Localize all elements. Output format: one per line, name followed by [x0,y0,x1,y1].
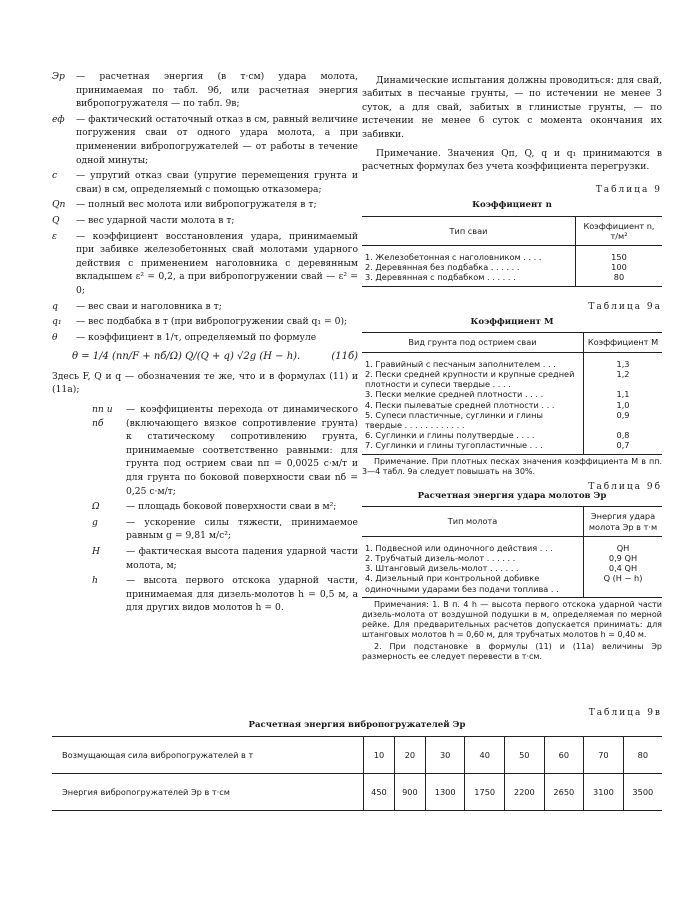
table-9a-cell-name: 2. Пески средней крупности и крупные средней плотности и супеси твердые . . . . [365,368,575,390]
table-9a-row [362,389,662,399]
table-9-cell-value: 80 [576,272,663,286]
table-9a-row [362,430,662,440]
definition-symbol: Qп [52,199,66,211]
definition-symbol: θ [52,331,58,343]
table-9a-cell-value: 0,7 [584,440,663,454]
table-9v-force-cell: 20 [394,737,425,774]
table-9 [362,216,662,287]
table-9a-cell-name: 7. Суглинки и глины тугопластичные . . . [362,440,584,454]
table-9v-energy-cell: 1300 [425,774,465,811]
table-9-row [362,272,662,286]
table-9v-force-cell: 50 [505,737,545,774]
table-9v-energy-cell: 3500 [623,774,662,811]
table-9a-cell-name: 6. Суглинки и глины полутвердые . . . . [365,430,535,441]
definition-text: — полный вес молота или вибропогружателя в т; [76,199,317,211]
definition-text: — коэффициент в 1/τ, определяемый по формуле [76,331,317,343]
table-9a-row [362,400,662,410]
table-9v-force-cell: 40 [465,737,505,774]
definition-item [52,214,358,228]
table-9a-row [362,410,662,430]
table-9a-cell-value: 1,1 [584,389,663,399]
sub-definition-symbol: nп и nб [92,404,113,429]
definition-symbol: c [52,170,58,182]
table-9-caption: Коэффициент n [472,200,552,211]
table-9b-cell-name: 1. Подвесной или одиночного действия . . . [365,542,553,553]
sub-definition-text: — коэффициенты перехода от динамического (включающего вязкое сопротивление грунта) к статическому сопротивлению грунта, принимаемые соответственно равными: для грунта под острием сваи nп = 0,0025 с·м/т и для грунта по боковой поверхности сваи nб = 0,25 с·м/т; [126,404,358,497]
sub-definition-item [92,500,358,514]
table-9b-row [362,573,662,597]
table-9b-row [362,553,662,563]
sub-definition-item [92,403,358,498]
table-9-cell-name: 1. Железобетонная с наголовником . . . . [365,252,542,263]
table-9-cell-name: 2. Деревянная без подбабка . . . . . . [365,262,520,273]
definition-item [52,70,358,111]
table-9b-label: Таблица 9б [588,481,662,492]
definition-text: — вес ударной части молота в т; [76,214,235,226]
table-9b-row [362,563,662,573]
definition-item [52,230,358,298]
table-9-row [362,246,662,263]
sub-definition-item [92,516,358,543]
right-column [362,74,662,662]
tests-paragraph: Динамические испытания должны проводиться: для свай, забитых в песчаные грунты, — по истечении не менее 3 суток, а для свай, забитых в глинистые грунты, — по истечении не менее 6 суток с момента окончания их забивки. [362,75,662,140]
definition-symbol: eф [52,113,65,125]
sub-definition-text: — фактическая высота падения ударной части молота, м; [126,546,358,571]
definition-item [52,315,358,329]
table-9v-energy-cell: 2650 [544,774,584,811]
note-paragraph: Примечание. Значения Qп, Q, q и q₁ принимаются в расчетных формулах без учета коэффициента перегрузки. [362,148,662,173]
table-9b-header-type: Тип молота [362,507,584,536]
definition-item [52,113,358,167]
definition-symbol: q [52,300,58,312]
definition-item [52,331,358,345]
table-9-header-type: Тип сваи [362,216,576,245]
table-9a-cell-value: 0,8 [584,430,663,440]
definition-symbol: Q [52,214,60,226]
table-9a-row [362,352,662,369]
sub-definition-symbol: h [92,575,98,587]
formula-text: θ = 1/4 (nп/F + nб/Ω) Q/(Q + q) √2g (H − h). [72,351,301,363]
table-9v [52,736,662,811]
table-9a-cell-name: 3. Пески мелкие средней плотности . . . . [365,389,544,400]
table-9b-row [362,536,662,553]
table-9b-header-energy: Энергия удара молота Эр в т·м [584,507,663,536]
table-9a-caption: Коэффициент M [470,317,554,328]
definition-text: — коэффициент восстановления удара, принимаемый при забивке железобетонных свай молотами ударного действия с применением наголовника с деревянным вкладышем ε² = 0,2, а при вибропогружении свай — ε² = 0; [76,230,358,296]
table-9b-cell-name: 4. Дизельный при контрольной добивке одиночными ударами без подачи топлива . . [362,573,584,597]
sub-definition-symbol: H [92,546,101,557]
definition-symbol: Эр [52,71,65,82]
table-9v-force-cell: 30 [425,737,465,774]
table-9a-row [362,440,662,454]
table-9v-label: Таблица 9в [588,708,662,718]
sub-definition-symbol: g [92,516,98,528]
sub-definition-item [92,545,358,572]
definition-text: — фактический остаточный отказ в см, равный величине погружения сваи от одного удара молота, а при применении вибропогружателей — от работы в течение одной минуты; [76,113,358,166]
table-9-cell-value: 100 [576,262,663,272]
table-9-row [362,262,662,272]
bottom-section [52,708,662,811]
table-9a-cell-value: 1,0 [584,400,663,410]
table-9a-header-coef: Коэффициент M [584,333,663,352]
table-9v-caption: Расчетная энергия вибропогружателей Эр [248,720,466,730]
left-column [52,70,358,617]
table-9-cell-value: 150 [576,246,663,263]
table-9b-note-2: 2. При подстановке в формулы (11) и (11а) величины Эр размерность ее следует перевести в т·см. [362,641,662,661]
table-9b-cell-value: Q (H − h) [584,573,663,597]
here-paragraph: Здесь F, Q и q — обозначения те же, что и в формулах (11) и (11а); [52,370,358,396]
table-9v-energy-cell: 3100 [584,774,624,811]
table-9a-cell-name: 5. Супеси пластичные, суглинки и глины твердые . . . . . . . . . . . . [365,409,543,430]
table-9b-cell-name: 3. Штанговый дизель-молот . . . . . . [365,563,519,574]
sub-definition-text: — высота первого отскока ударной части, принимаемая для дизель-молотов h = 0,5 м, а для других видов молотов h = 0. [126,575,358,614]
table-9b-note-1: Примечания: 1. В п. 4 h — высота первого отскока ударной части дизель-молота от воздушной подушки в м, определяемая по мерной рейке. Для предварительных расчетов допускается принимать: для штанговых молотов h = 0,60 м, для трубчатых молотов h = 0,40 м. [362,599,662,639]
table-9-header-coef: Коэффициент n, т/м² [576,216,663,245]
table-9a-cell-name: 1. Гравийный с песчаным заполнителем . . . [365,358,556,369]
definition-text: — упругий отказ сваи (упругие перемещения грунта и сваи) в см, определяемый с помощью отказомера; [76,170,358,195]
table-9b-caption: Расчетная энергия удара молотов Эр [417,490,607,501]
table-9a [362,332,662,454]
table-9b-cell-name: 2. Трубчатый дизель-молот . . . . . . [365,552,516,563]
sub-definitions-list [52,403,358,615]
formula-11b [52,350,358,364]
definition-item [52,169,358,196]
table-9b-cell-value: 0,4 QH [584,563,663,573]
sub-definition-item [92,574,358,615]
table-9v-energy-cell: 1750 [465,774,505,811]
table-9v-energy-cell: 900 [394,774,425,811]
sub-definition-text: — площадь боковой поверхности сваи в м²; [126,501,337,513]
table-9-label: Таблица 9 [595,184,662,195]
sub-definition-text: — ускорение силы тяжести, принимаемое равным g = 9,81 м/с²; [126,516,358,542]
definition-text: — вес подбабка в т (при вибропогружении свай q₁ = 0); [76,316,348,328]
definition-symbol: ε [52,230,57,242]
table-9v-force-cell: 80 [623,737,662,774]
table-9v-force-cell: 60 [544,737,584,774]
table-9a-cell-value: 1,3 [584,352,663,369]
definition-symbol: q₁ [52,316,62,328]
table-9a-label: Таблица 9а [588,301,662,312]
sub-definition-symbol: Ω [92,501,100,513]
table-9v-force-cell: 70 [584,737,624,774]
table-9b-cell-value: QH [584,536,663,553]
definition-text: — вес сваи и наголовника в т; [76,300,222,312]
table-9a-header-soil: Вид грунта под острием сваи [362,333,584,352]
table-9v-energy-cell: 450 [364,774,395,811]
definition-item [52,198,358,212]
table-9a-note: Примечание. При плотных песках значения коэффициента M в пп. 3—4 табл. 9а следует повышать на 30%. [362,456,662,476]
definition-text: — расчетная энергия (в т·см) удара молота, принимаемая по табл. 9б, или расчетная энергия вибропогружателя — по табл. 9в; [76,71,358,110]
table-9v-row-energy-header: Энергия вибропогружателей Эр в т·см [52,774,364,811]
table-9-cell-name: 3. Деревянная с подбабком . . . . . . [362,272,576,286]
table-9a-row [362,369,662,389]
table-9v-energy-cell: 2200 [505,774,545,811]
definitions-list [52,70,358,344]
table-9a-cell-value: 0,9 [584,410,663,430]
table-9v-row-force-header: Возмущающая сила вибропогружателей в т [52,737,364,774]
formula-number: (11б) [331,351,358,363]
table-9a-cell-value: 1,2 [584,369,663,389]
table-9a-cell-name: 4. Пески пылеватые средней плотности . . . [365,399,555,410]
definition-item [52,300,358,314]
table-9b-cell-value: 0,9 QH [584,553,663,563]
table-9b [362,506,662,597]
table-9v-force-cell: 10 [364,737,395,774]
